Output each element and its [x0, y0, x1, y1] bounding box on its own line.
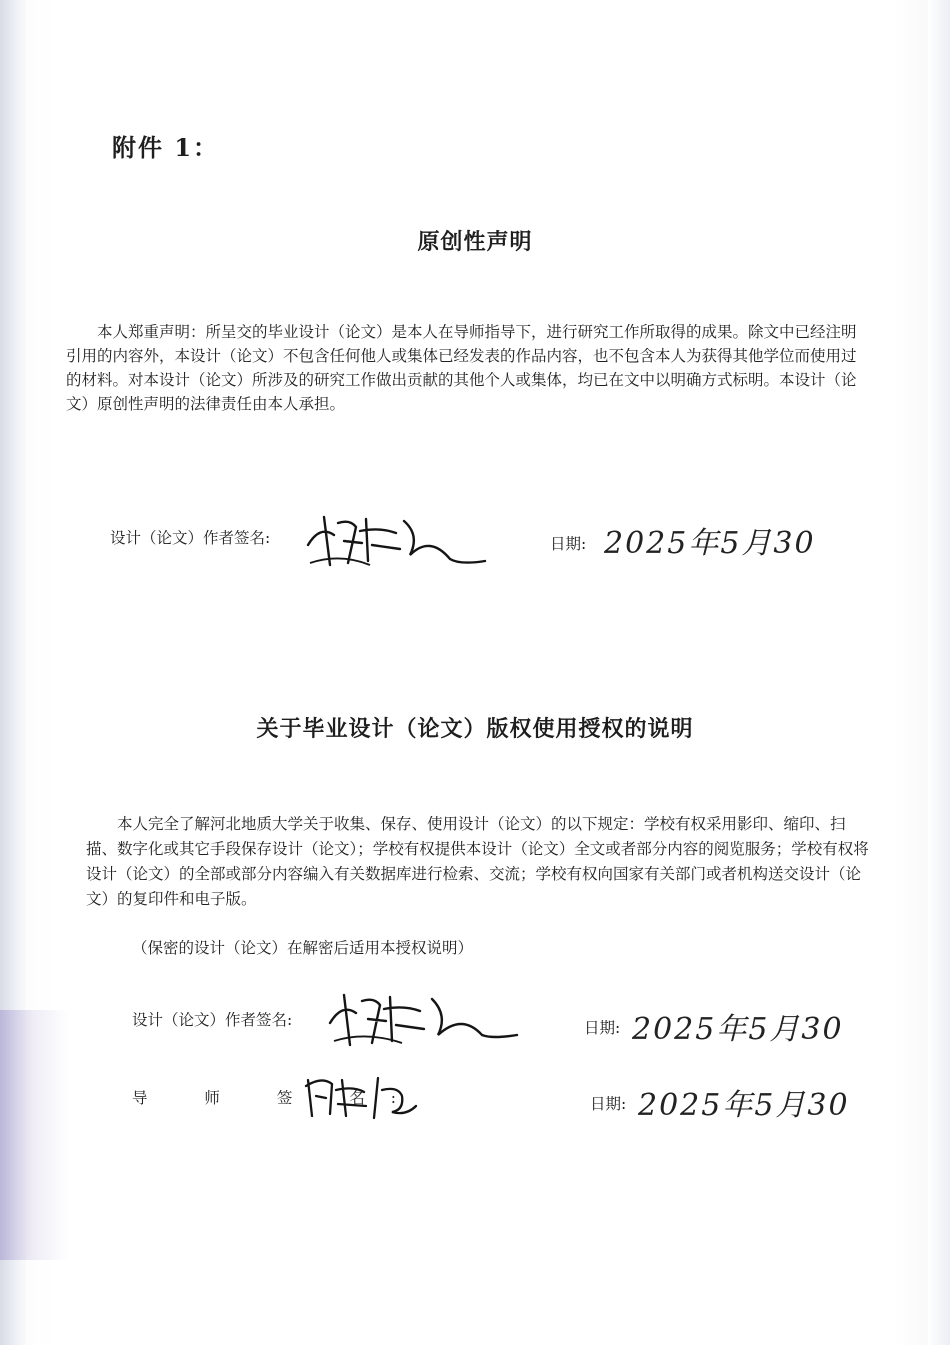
author-sign-label: 设计（论文）作者签名:	[110, 529, 271, 547]
originality-title: 原创性声明	[417, 229, 533, 255]
copyright-note: （保密的设计（论文）在解密后适用本授权说明）	[132, 939, 474, 957]
originality-paragraph: 本人郑重声明：所呈交的毕业设计（论文）是本人在导师指导下，进行研究工作所取得的成果。除文中已经注明引用的内容外，本设计（论文）不包含任何他人或集体已经发表的作品内容，也不包含本人为获得其他学位而使用过的材料。对本设计（论文）所涉及的研究工作做出贡献的其他个人或集体，均已在文中以明确方式标明。本设计（论文）原创性声明的法律责任由本人承担。	[66, 323, 857, 413]
scan-shadow	[0, 1010, 70, 1260]
date-value-3: 2025年5月30	[638, 1088, 850, 1123]
date-value-1: 2025年5月30	[604, 526, 816, 561]
date-value-2: 2025年5月30	[632, 1012, 844, 1047]
attachment-label: 附件 1：	[112, 133, 220, 162]
advisor-sign-label: 导 师 签 名:	[132, 1089, 423, 1107]
date-label-3: 日期:	[590, 1095, 627, 1113]
author-signature-1	[300, 505, 490, 575]
copyright-title: 关于毕业设计（论文）版权使用授权的说明	[256, 716, 694, 742]
author-signature-2	[322, 985, 522, 1055]
copyright-paragraph: 本人完全了解河北地质大学关于收集、保存、使用设计（论文）的以下规定：学校有权采用影印、缩印、扫描、数字化或其它手段保存设计（论文）；学校有权提供本设计（论文）全文或者部分内容的阅览服务；学校有权将设计（论文）的全部或部分内容编入有关数据库进行检索、交流；学校有权向国家有关部门或者机构送交设计（论文）的复印件和电子版。	[86, 815, 869, 908]
date-label-1: 日期:	[550, 535, 587, 553]
date-label-2: 日期:	[584, 1019, 621, 1037]
advisor-signature	[302, 1066, 422, 1126]
scan-right-edge	[928, 0, 950, 1345]
author-sign-label-2: 设计（论文）作者签名:	[132, 1011, 293, 1029]
